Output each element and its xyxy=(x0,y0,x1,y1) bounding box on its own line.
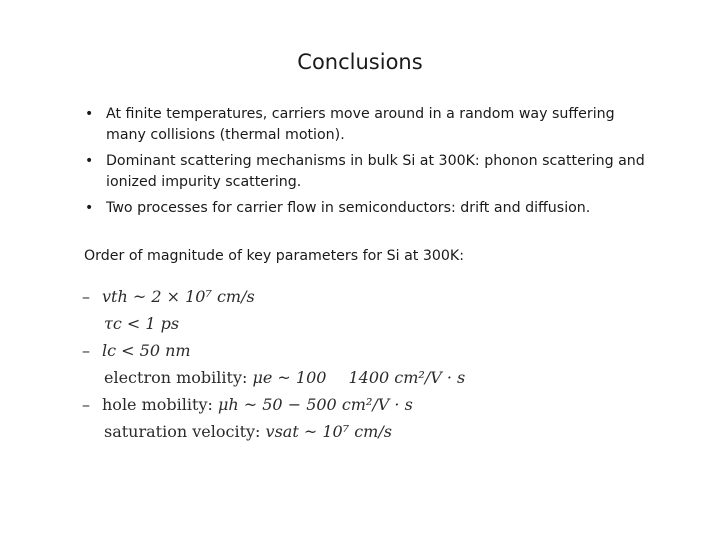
param-expr: vth ~ 2 × 10⁷ cm/s xyxy=(102,287,255,306)
bullet-text: Dominant scattering mechanisms in bulk Si at 300K: phonon scattering and ionized impurity scattering. xyxy=(106,153,645,190)
param-row-thermal-velocity xyxy=(82,287,255,311)
param-row-mean-free-path xyxy=(82,341,191,365)
param-label: saturation velocity: xyxy=(104,422,261,441)
param-expr: μe ~ 100 xyxy=(252,368,327,387)
param-expr: μh ~ 50 − 500 cm²/V · s xyxy=(217,395,413,414)
bullet-item xyxy=(85,151,645,193)
param-label: hole mobility: xyxy=(102,395,213,414)
param-label: electron mobility: xyxy=(104,368,248,387)
param-expr-2: 1400 cm²/V · s xyxy=(348,368,466,387)
param-expr: vsat ~ 10⁷ cm/s xyxy=(265,422,392,441)
bullet-item xyxy=(85,104,645,146)
order-heading: Order of magnitude of key parameters for Si at 300K: xyxy=(84,248,464,264)
parameter-list xyxy=(82,287,502,447)
bullet-dot-icon: • xyxy=(85,153,94,169)
param-dash: – xyxy=(82,287,90,306)
param-expr: lc < 50 nm xyxy=(102,341,191,360)
bullet-list xyxy=(85,104,645,224)
bullet-text: Two processes for carrier flow in semiconductors: drift and diffusion. xyxy=(106,200,591,216)
bullet-dot-icon: • xyxy=(85,200,94,216)
param-row-collision-time xyxy=(82,314,179,338)
param-row-hole-mobility xyxy=(82,395,413,419)
param-row-electron-mobility xyxy=(82,368,465,392)
bullet-dot-icon: • xyxy=(85,106,94,122)
param-row-saturation-velocity xyxy=(82,422,392,446)
bullet-text: At finite temperatures, carriers move around in a random way suffering many collisions (thermal motion). xyxy=(106,106,615,143)
bullet-item xyxy=(85,198,645,219)
param-dash: – xyxy=(82,341,90,360)
slide-title: Conclusions xyxy=(297,50,423,74)
param-expr: τc < 1 ps xyxy=(104,314,180,333)
param-dash: – xyxy=(82,395,90,414)
